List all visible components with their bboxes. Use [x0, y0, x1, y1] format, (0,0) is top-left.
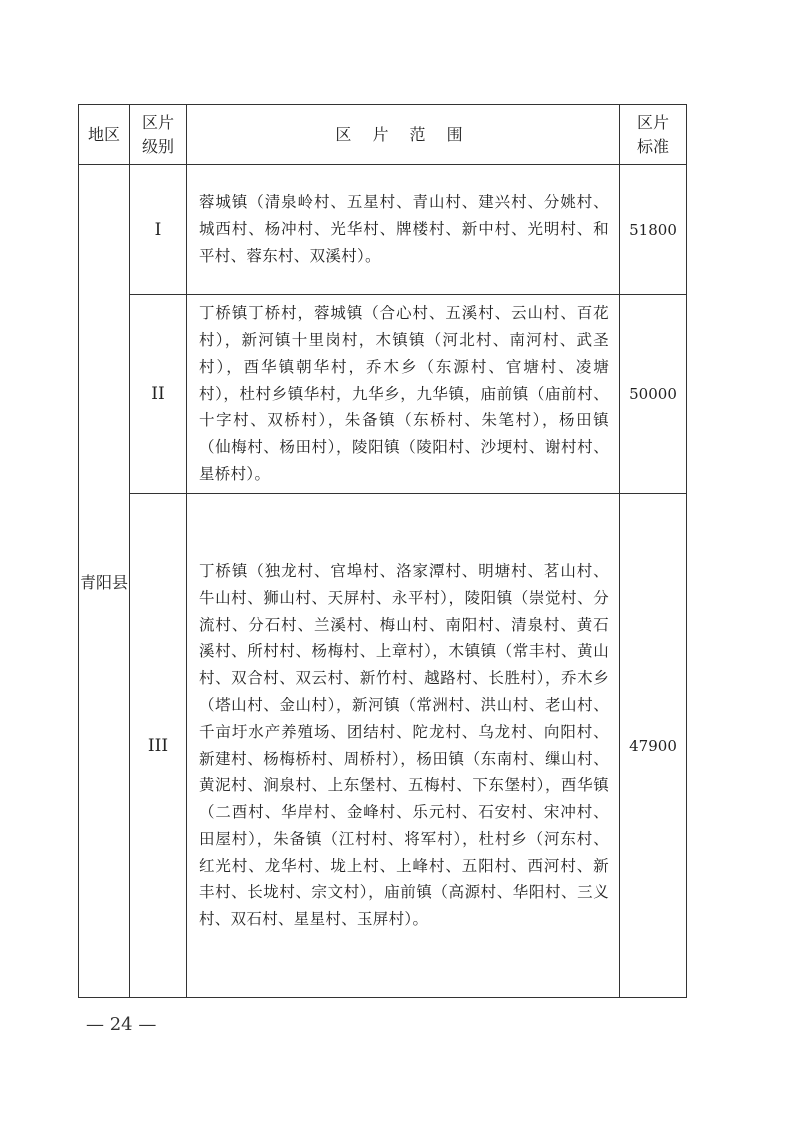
header-standard: 区片 标准 [620, 105, 687, 165]
level-cell: III [130, 494, 187, 998]
range-cell: 丁桥镇（独龙村、官埠村、洛家潭村、明塘村、茗山村、牛山村、狮山村、天屏村、永平村），陵阳镇（崇觉村、分流村、分石村、兰溪村、梅山村、南阳村、清泉村、黄石溪村、所村村、杨梅村、上章村），木镇镇（常丰村、黄山村、双合村、双云村、新竹村、越路村、长胜村），乔木乡（塔山村、金山村），新河镇（常洲村、洪山村、老山村、千亩圩水产养殖场、团结村、陀龙村、乌龙村、向阳村、新建村、杨梅桥村、周桥村），杨田镇（东南村、缫山村、黄泥村、涧泉村、上东堡村、五梅村、下东堡村），酉华镇（二酉村、华岸村、金峰村、乐元村、石安村、宋冲村、田屋村），朱备镇（江村村、将军村），杜村乡（河东村、红光村、龙华村、垅上村、上峰村、五阳村、西河村、新丰村、长垅村、宗文村），庙前镇（高源村、华阳村、三义村、双石村、星星村、玉屏村）。 [187, 494, 620, 998]
header-level: 区片 级别 [130, 105, 187, 165]
table-row [79, 295, 687, 494]
table-row [79, 165, 687, 295]
range-cell: 蓉城镇（清泉岭村、五星村、青山村、建兴村、分姚村、城西村、杨冲村、光华村、牌楼村、新中村、光明村、和平村、蓉东村、双溪村）。 [187, 165, 620, 295]
land-price-table [78, 104, 687, 998]
header-range: 区 片 范 围 [187, 105, 620, 165]
region-cell: 青阳县 [79, 165, 130, 998]
table-header-row [79, 105, 687, 165]
range-cell: 丁桥镇丁桥村，蓉城镇（合心村、五溪村、云山村、百花村），新河镇十里岗村，木镇镇（河北村、南河村、武圣村），酉华镇朝华村，乔木乡（东源村、官塘村、凌塘村），杜村乡镇华村，九华乡，九华镇，庙前镇（庙前村、十字村、双桥村），朱备镇（东桥村、朱笔村），杨田镇（仙梅村、杨田村），陵阳镇（陵阳村、沙埂村、谢村村、星桥村）。 [187, 295, 620, 494]
page-number: — 24 — [86, 1014, 157, 1035]
header-region: 地区 [79, 105, 130, 165]
table-row [79, 494, 687, 998]
standard-cell: 50000 [620, 295, 687, 494]
standard-cell: 47900 [620, 494, 687, 998]
level-cell: I [130, 165, 187, 295]
standard-cell: 51800 [620, 165, 687, 295]
level-cell: II [130, 295, 187, 494]
